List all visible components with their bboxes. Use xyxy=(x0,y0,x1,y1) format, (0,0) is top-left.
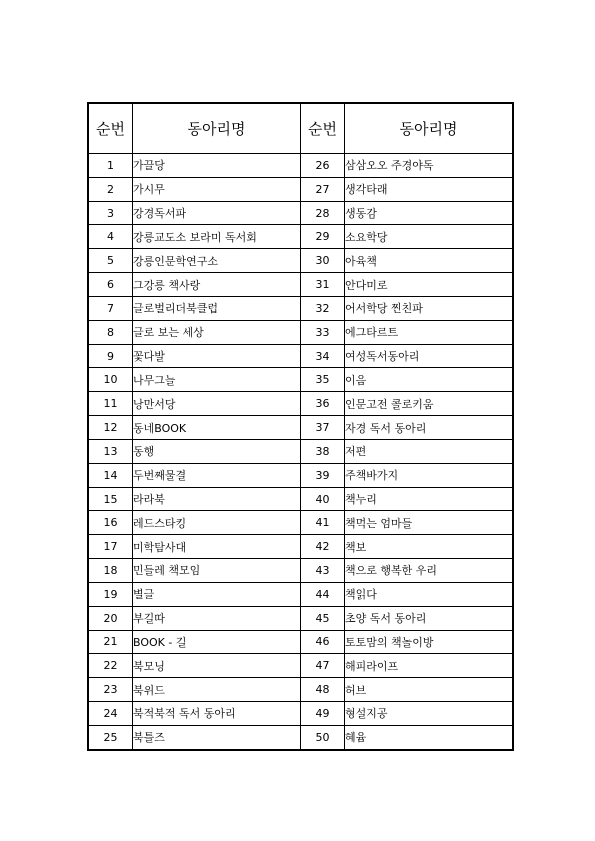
club-name: 북위드 xyxy=(133,678,301,702)
table-row xyxy=(89,559,513,583)
club-name: 강릉인문학연구소 xyxy=(133,249,301,273)
table-row xyxy=(89,296,513,320)
club-name: 책보 xyxy=(345,535,513,559)
club-number: 6 xyxy=(89,273,133,297)
club-name: 글로 보는 세상 xyxy=(133,320,301,344)
club-name: 허브 xyxy=(345,678,513,702)
club-name: 아육책 xyxy=(345,249,513,273)
club-number: 34 xyxy=(301,344,345,368)
club-name: 저편 xyxy=(345,439,513,463)
club-name: 미학탐사대 xyxy=(133,535,301,559)
club-number: 8 xyxy=(89,320,133,344)
club-name: 북모닝 xyxy=(133,654,301,678)
table-row xyxy=(89,511,513,535)
table-row xyxy=(89,487,513,511)
club-name: BOOK - 길 xyxy=(133,630,301,654)
club-name: 동네BOOK xyxy=(133,416,301,440)
club-name: 책누리 xyxy=(345,487,513,511)
club-number: 15 xyxy=(89,487,133,511)
club-name: 생동감 xyxy=(345,201,513,225)
club-list-table xyxy=(88,103,513,750)
club-name: 이음 xyxy=(345,368,513,392)
club-name: 삼삼오오 주경야독 xyxy=(345,154,513,178)
table-row xyxy=(89,201,513,225)
table-row xyxy=(89,154,513,178)
club-name: 북적북적 독서 동아리 xyxy=(133,702,301,726)
table-header-row xyxy=(89,104,513,154)
club-name: 책으로 행복한 우리 xyxy=(345,559,513,583)
club-number: 35 xyxy=(301,368,345,392)
club-number: 18 xyxy=(89,559,133,583)
club-number: 26 xyxy=(301,154,345,178)
club-name: 에그타르트 xyxy=(345,320,513,344)
club-number: 14 xyxy=(89,463,133,487)
club-number: 46 xyxy=(301,630,345,654)
header-club-name-right: 동아리명 xyxy=(345,104,513,154)
club-number: 47 xyxy=(301,654,345,678)
club-name: 가끌당 xyxy=(133,154,301,178)
club-number: 43 xyxy=(301,559,345,583)
table-row xyxy=(89,344,513,368)
club-number: 44 xyxy=(301,582,345,606)
club-number: 40 xyxy=(301,487,345,511)
club-name: 여성독서동아리 xyxy=(345,344,513,368)
club-name: 해피라이프 xyxy=(345,654,513,678)
club-number: 36 xyxy=(301,392,345,416)
club-number: 48 xyxy=(301,678,345,702)
table-row xyxy=(89,225,513,249)
club-number: 5 xyxy=(89,249,133,273)
club-number: 49 xyxy=(301,702,345,726)
club-name: 토토맘의 책놀이방 xyxy=(345,630,513,654)
club-name: 책읽다 xyxy=(345,582,513,606)
table-row xyxy=(89,535,513,559)
club-name: 형설지공 xyxy=(345,702,513,726)
table-row xyxy=(89,177,513,201)
club-name: 혜윰 xyxy=(345,725,513,749)
club-name: 주책바가지 xyxy=(345,463,513,487)
table-row xyxy=(89,249,513,273)
table-row xyxy=(89,416,513,440)
club-number: 45 xyxy=(301,606,345,630)
club-number: 27 xyxy=(301,177,345,201)
club-name: 생각타래 xyxy=(345,177,513,201)
club-number: 25 xyxy=(89,725,133,749)
club-number: 39 xyxy=(301,463,345,487)
club-name: 초양 독서 동아리 xyxy=(345,606,513,630)
table-row xyxy=(89,368,513,392)
club-number: 16 xyxy=(89,511,133,535)
club-number: 7 xyxy=(89,296,133,320)
club-number: 12 xyxy=(89,416,133,440)
club-number: 38 xyxy=(301,439,345,463)
club-name: 그강릉 책사랑 xyxy=(133,273,301,297)
club-number: 32 xyxy=(301,296,345,320)
club-name: 나무그늘 xyxy=(133,368,301,392)
club-number: 19 xyxy=(89,582,133,606)
club-number: 10 xyxy=(89,368,133,392)
club-name: 라라북 xyxy=(133,487,301,511)
header-number-left: 순번 xyxy=(89,104,133,154)
table-body xyxy=(89,154,513,750)
club-number: 20 xyxy=(89,606,133,630)
table-row xyxy=(89,320,513,344)
club-number: 23 xyxy=(89,678,133,702)
club-number: 37 xyxy=(301,416,345,440)
club-name: 강릉교도소 보라미 독서회 xyxy=(133,225,301,249)
club-name: 강경독서파 xyxy=(133,201,301,225)
table-row xyxy=(89,702,513,726)
club-number: 21 xyxy=(89,630,133,654)
table-row xyxy=(89,463,513,487)
club-name: 별글 xyxy=(133,582,301,606)
table-row xyxy=(89,654,513,678)
club-number: 11 xyxy=(89,392,133,416)
club-number: 50 xyxy=(301,725,345,749)
club-name: 두번째물결 xyxy=(133,463,301,487)
club-name: 자경 독서 동아리 xyxy=(345,416,513,440)
table-row xyxy=(89,678,513,702)
club-number: 13 xyxy=(89,439,133,463)
club-number: 24 xyxy=(89,702,133,726)
club-number: 29 xyxy=(301,225,345,249)
club-number: 4 xyxy=(89,225,133,249)
club-number: 3 xyxy=(89,201,133,225)
club-name: 가시무 xyxy=(133,177,301,201)
club-name: 책먹는 엄마들 xyxy=(345,511,513,535)
club-name: 부길따 xyxy=(133,606,301,630)
table-row xyxy=(89,725,513,749)
club-number: 2 xyxy=(89,177,133,201)
club-name: 레드스타킹 xyxy=(133,511,301,535)
club-name: 북틀즈 xyxy=(133,725,301,749)
club-number: 1 xyxy=(89,154,133,178)
club-number: 33 xyxy=(301,320,345,344)
club-name: 동행 xyxy=(133,439,301,463)
table-row xyxy=(89,606,513,630)
club-name: 어서학당 찐친파 xyxy=(345,296,513,320)
table-row xyxy=(89,630,513,654)
table-row xyxy=(89,439,513,463)
club-name: 글로벌리더북클럽 xyxy=(133,296,301,320)
club-name: 소요학당 xyxy=(345,225,513,249)
table-row xyxy=(89,392,513,416)
table-row xyxy=(89,273,513,297)
header-club-name-left: 동아리명 xyxy=(133,104,301,154)
club-name: 안다미로 xyxy=(345,273,513,297)
club-number: 30 xyxy=(301,249,345,273)
table-row xyxy=(89,582,513,606)
club-number: 41 xyxy=(301,511,345,535)
club-number: 22 xyxy=(89,654,133,678)
club-name: 인문고전 콜로키움 xyxy=(345,392,513,416)
club-name: 민들레 책모임 xyxy=(133,559,301,583)
club-number: 28 xyxy=(301,201,345,225)
header-number-right: 순번 xyxy=(301,104,345,154)
club-number: 9 xyxy=(89,344,133,368)
club-number: 42 xyxy=(301,535,345,559)
club-number: 31 xyxy=(301,273,345,297)
club-number: 17 xyxy=(89,535,133,559)
club-name: 낭만서당 xyxy=(133,392,301,416)
club-name: 꽃다발 xyxy=(133,344,301,368)
